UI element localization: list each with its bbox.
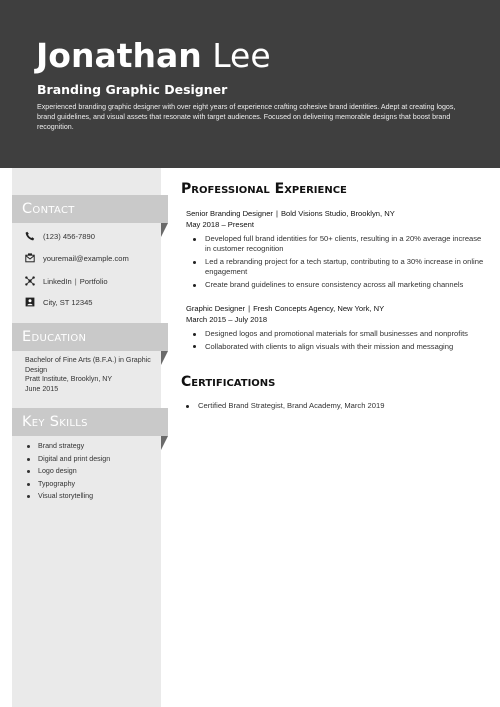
skills-list xyxy=(25,440,110,503)
email-address[interactable]: youremail@example.com xyxy=(43,253,129,263)
certifications-list xyxy=(186,401,384,412)
job-dates: May 2018 – Present xyxy=(186,219,254,229)
contact-location xyxy=(25,297,93,307)
education-heading: Education xyxy=(12,323,168,351)
last-name: Lee xyxy=(212,36,271,75)
education-entry xyxy=(25,356,155,394)
candidate-name xyxy=(36,36,271,76)
contact-heading: Contact xyxy=(12,195,168,223)
bullet-item: Collaborated with clients to align visuals with their mission and messaging xyxy=(186,342,476,352)
skills-heading: Key Skills xyxy=(12,408,168,436)
degree: Bachelor of Fine Arts (B.F.A.) in Graphic Design xyxy=(25,356,151,374)
job-company: Bold Visions Studio, Brooklyn, NY xyxy=(280,209,395,218)
job-role: Senior Branding Designer xyxy=(186,209,273,218)
graduation-date: June 2015 xyxy=(25,384,59,393)
experience-heading: Professional Experience xyxy=(181,181,347,197)
first-name: Jonathan xyxy=(36,36,202,75)
link-separator: | xyxy=(74,276,77,286)
skill-item: Visual storytelling xyxy=(25,490,110,503)
job-dates: March 2015 – July 2018 xyxy=(186,314,268,324)
skill-item: Logo design xyxy=(25,465,110,478)
job-header xyxy=(186,304,384,325)
ribbon-fold xyxy=(161,351,168,365)
bullet-item: Developed full brand identities for 50+ clients, resulting in a 20% average increase in customer recognition xyxy=(186,234,486,254)
linkedin-link[interactable]: LinkedIn xyxy=(43,276,72,286)
contact-links xyxy=(25,276,108,286)
location-icon xyxy=(25,297,35,307)
resume-header xyxy=(0,0,500,168)
skill-item: Brand strategy xyxy=(25,440,110,453)
skill-item: Typography xyxy=(25,478,110,491)
bullet-item: Designed logos and promotional materials for small businesses and nonprofits xyxy=(186,329,476,339)
job-title: Branding Graphic Designer xyxy=(37,82,228,97)
contact-phone xyxy=(25,231,95,241)
job-bullets xyxy=(186,234,486,293)
job-bullets xyxy=(186,329,476,355)
location-text: City, ST 12345 xyxy=(43,297,93,307)
job-header xyxy=(186,209,395,230)
job-company: Fresh Concepts Agency, New York, NY xyxy=(253,304,385,313)
email-icon xyxy=(25,253,35,263)
contact-email xyxy=(25,253,129,263)
school: Pratt Institute, Brooklyn, NY xyxy=(25,375,113,384)
divider: | xyxy=(275,209,278,218)
skill-item: Digital and print design xyxy=(25,453,110,466)
ribbon-fold xyxy=(161,223,168,237)
network-icon xyxy=(25,276,35,286)
job-role: Graphic Designer xyxy=(186,304,246,313)
phone-icon xyxy=(25,231,35,241)
certifications-heading: Certifications xyxy=(181,374,276,390)
divider: | xyxy=(248,304,251,313)
certification-item: Certified Brand Strategist, Brand Academy, March 2019 xyxy=(186,401,384,412)
ribbon-fold xyxy=(161,436,168,450)
summary: Experienced branding graphic designer with over eight years of experience crafting cohesive brand identities. Adept at creating logos, brand guidelines, and visual assets that resonate with target audiences. Focused on delivering memorable designs that boost brand recognition. xyxy=(37,103,456,132)
sidebar xyxy=(12,168,161,707)
bullet-item: Led a rebranding project for a tech startup, contributing to a 30% increase in online engagement xyxy=(186,257,486,277)
bullet-item: Create brand guidelines to ensure consistency across all marketing channels xyxy=(186,280,486,290)
phone-number: (123) 456-7890 xyxy=(43,231,95,241)
portfolio-link[interactable]: Portfolio xyxy=(79,276,108,286)
